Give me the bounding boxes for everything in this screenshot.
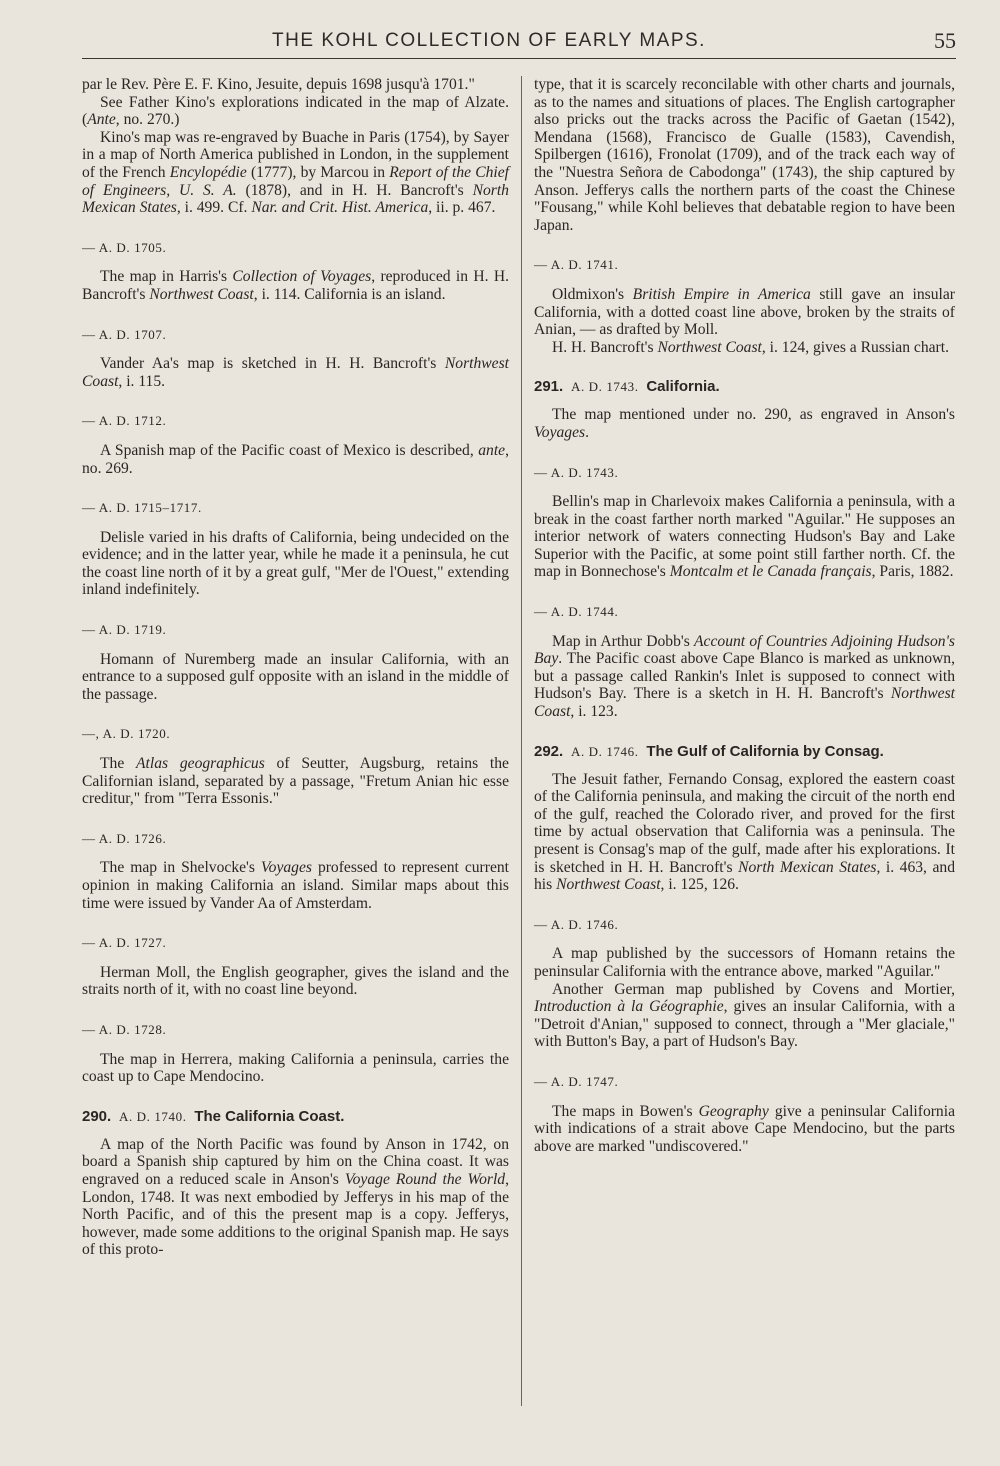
entry-text: Vander Aa's map is sketched in H. H. Bancroft's Northwest Coast, i. 115. <box>82 355 509 390</box>
section-title: The California Coast. <box>194 1107 345 1125</box>
section-heading-291 <box>534 378 955 396</box>
entry-text: The Atlas geographicus of Seutter, Augsburg, retains the Californian island, separated by a passage, "Fretum Anian hic esse creditur," from "Terra Essonis." <box>82 755 509 808</box>
running-title: THE KOHL COLLECTION OF EARLY MAPS. <box>272 30 706 51</box>
entry-date: — A. D. 1743. <box>534 464 619 480</box>
paragraph: See Father Kino's explorations indicated in the map of Alzate. (Ante, no. 270.) <box>82 93 509 129</box>
entry-date: — A. D. 1712. <box>82 413 167 429</box>
paragraph: Kino's map was re-engraved by Buache in Paris (1754), by Sayer in a map of North America published in London, in the supplement of the French Encylopédie (1777), by Marcou in Report of the Chief of Engineers, U. S. A. (1878), and in H. H. Bancroft's North Mexican States, i. 499. Cf. Nar. and Crit. Hist. America, ii. p. 467. <box>82 128 509 217</box>
entry-text: Another German map published by Covens and Mortier, Introduction à la Géographie, gives an insular California, with a "Detroit d'Anian," supposed to connect, through a "Mer glaciale," with Button's Bay, a part of Hudson's Bay. <box>534 980 955 1051</box>
section-number: 292. <box>534 742 564 760</box>
paragraph: par le Rev. Père E. F. Kino, Jesuite, depuis 1698 jusqu'à 1701." <box>82 76 475 93</box>
entry-text: The map in Shelvocke's Voyages professed to represent current opinion in making California an island. Similar maps about this time were issued by Vander Aa of Amsterdam. <box>82 859 509 912</box>
entry-date: — A. D. 1741. <box>534 257 619 273</box>
entry-text: A map published by the successors of Homann retains the peninsular California with the entrance above, marked "Aguilar." <box>534 945 955 980</box>
section-number: 291. <box>534 378 564 396</box>
entry-date: — A. D. 1746. <box>534 916 619 932</box>
right-column <box>534 76 955 1155</box>
entry-date: — A. D. 1747. <box>534 1073 619 1089</box>
entry-date: — A. D. 1715–1717. <box>82 500 202 516</box>
entry-text: Homann of Nuremberg made an insular California, with an entrance to a supposed gulf opposite with an island in the middle of the passage. <box>82 650 509 703</box>
section-heading-292 <box>534 743 955 761</box>
section-heading-290 <box>82 1108 509 1126</box>
running-header <box>82 30 956 59</box>
page-number: 55 <box>934 28 956 53</box>
entry-text: Delisle varied in his drafts of California, being undecided on the evidence; and in the latter year, while he made it a peninsula, he cut the coast line north of it by a great gulf, "Mer de l'Ouest," extending inland indefinitely. <box>82 528 509 599</box>
entry-date: — A. D. 1744. <box>534 604 619 620</box>
column-divider <box>521 76 522 1406</box>
section-date: A. D. 1740. <box>118 1108 187 1124</box>
entry-text: The map in Harris's Collection of Voyages, reproduced in H. H. Bancroft's Northwest Coast, i. 114. California is an island. <box>82 268 509 303</box>
entry-text: The maps in Bowen's Geography give a peninsular California with indications of a strait above Cape Mendocino, but the parts above are marked "undiscovered." <box>534 1102 955 1155</box>
section-number: 290. <box>82 1107 112 1125</box>
entry-text: Bellin's map in Charlevoix makes California a peninsula, with a break in the coast farther north marked "Aguilar." He supposes an interior network of waters connecting Hudson's Bay and Lake Superior with the Pacific, at some point still farther north. Cf. the map in Bonnechose's Montcalm et le Canada français, Paris, 1882. <box>534 493 955 581</box>
entry-text: Map in Arthur Dobb's Account of Countries Adjoining Hudson's Bay. The Pacific coast above Cape Blanco is marked as unknown, but a passage called Rankin's Inlet is supposed to connect with Hudson's Bay. There is a sketch in H. H. Bancroft's Northwest Coast, i. 123. <box>534 632 955 721</box>
section-text: A map of the North Pacific was found by Anson in 1742, on board a Spanish ship captured by him on the China coast. It was engraved on a reduced scale in Anson's Voyage Round the World, London, 1748. It was next embodied by Jefferys in his map of the North Pacific, and of this the present map is a copy. Jefferys, however, made some additions to the original Spanish map. He says of this proto- <box>82 1135 510 1259</box>
section-date: A. D. 1746. <box>570 743 639 759</box>
entry-text: Herman Moll, the English geographer, gives the island and the straits north of it, with no coast line beyond. <box>82 963 509 999</box>
entry-date: — A. D. 1726. <box>82 830 167 846</box>
entry-text: The map in Herrera, making California a peninsula, carries the coast up to Cape Mendocino. <box>82 1050 509 1086</box>
entry-date: — A. D. 1719. <box>82 622 167 638</box>
section-title: California. <box>646 378 720 396</box>
section-title: The Gulf of California by Consag. <box>646 742 884 760</box>
entry-date: — A. D. 1705. <box>82 239 167 255</box>
section-date: A. D. 1743. <box>570 379 639 395</box>
paragraph: type, that it is scarcely reconcilable with other charts and journals, as to the names and situations of places. The English cartographer also pricks out the tracks across the Pacific of Gaetan (1542), Mendana (1568), Francisco de Gualle (1583), Cavendish, Spilbergen (1616), Fronolat (1709), and of the track each way of the "Nuestra Señora de Cabodonga" (1743), the ship captured by Anson. Jefferys calls the northern parts of the coast the Chinese "Fousang," while Kohl believes that debatable region to have been Japan. <box>534 76 955 234</box>
entry-text: H. H. Bancroft's Northwest Coast, i. 124, gives a Russian chart. <box>552 338 949 356</box>
section-text: The Jesuit father, Fernando Consag, explored the eastern coast of the California peninsula, and making the circuit of the north end of the gulf, reached the Colorado river, and proved for the first time by actual observation that California was a peninsula. The present is Consag's map of the gulf, made after his explorations. It is sketched in H. H. Bancroft's North Mexican States, i. 463, and his Northwest Coast, i. 125, 126. <box>534 770 956 894</box>
entry-date: —, A. D. 1720. <box>82 726 171 742</box>
left-column <box>82 76 509 1259</box>
entry-date: — A. D. 1727. <box>82 935 167 951</box>
entry-text: A Spanish map of the Pacific coast of Mexico is described, ante, no. 269. <box>82 441 509 477</box>
entry-text: Oldmixon's British Empire in America still gave an insular California, with a dotted coast line above, broken by the straits of Anian, — as drafted by Moll. <box>534 285 955 339</box>
entry-date: — A. D. 1707. <box>82 326 167 342</box>
section-text: The map mentioned under no. 290, as engraved in Anson's Voyages. <box>534 406 955 441</box>
entry-date: — A. D. 1728. <box>82 1021 167 1037</box>
